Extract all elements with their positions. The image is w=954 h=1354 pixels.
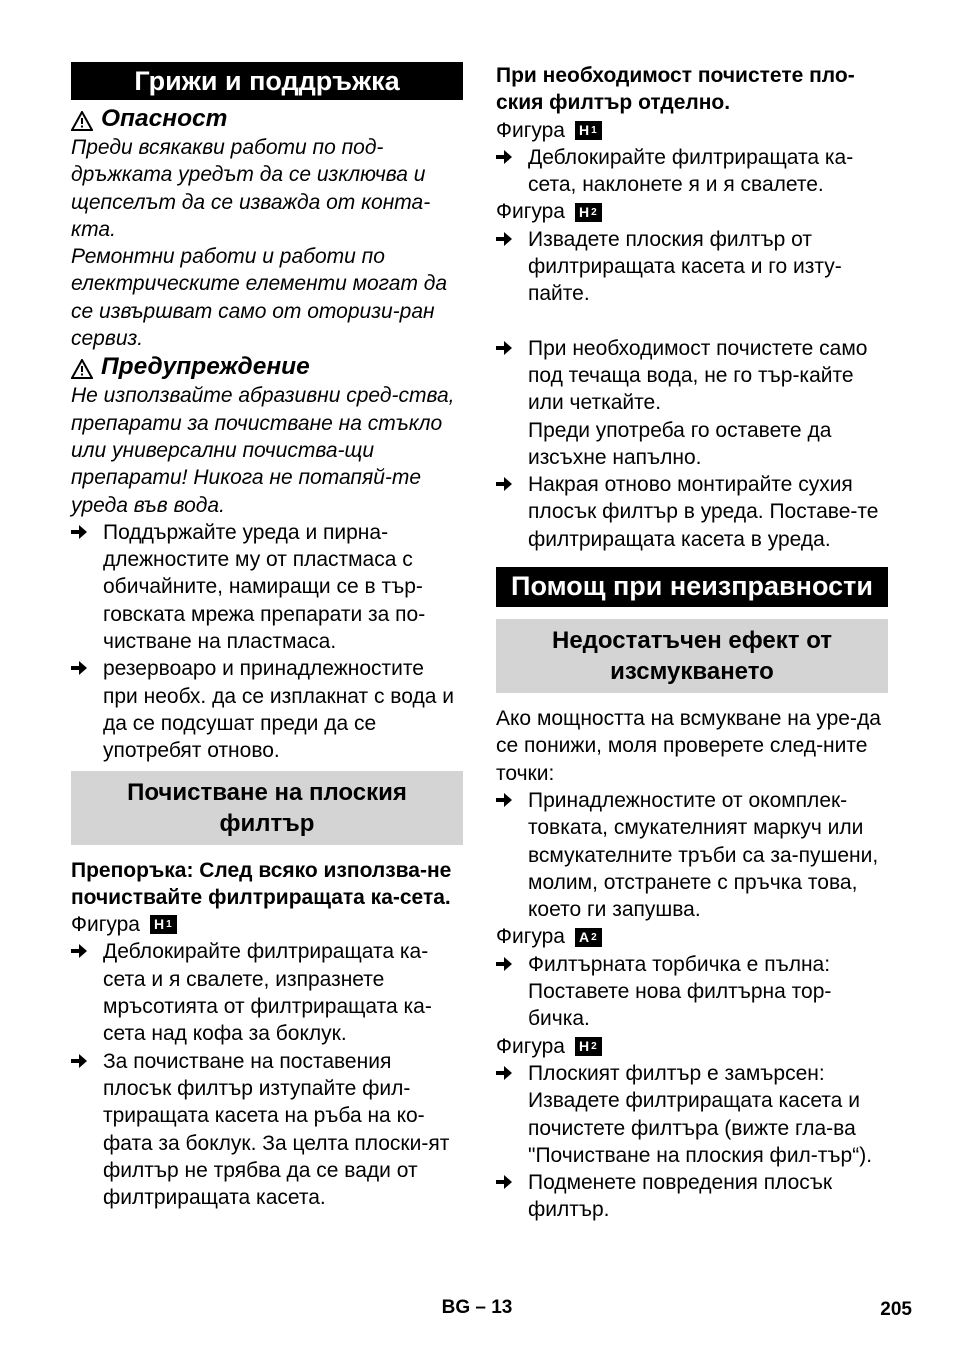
list-item: При необходимост почистете само под течаща вода, не го тър-кайте или четкайте. Преди употреба го оставете да изсъхне напълно.	[496, 335, 888, 471]
arrow-right-icon	[496, 471, 528, 553]
figure-ref: Фигура H 1	[71, 911, 463, 938]
figure-badge: H 1	[150, 915, 177, 934]
warning-title: Предупреждение	[101, 353, 310, 381]
heading-insufficient-suction: Недостатъчен ефект от изсмукването	[496, 619, 888, 693]
figure-ref: Фигура H 2	[496, 1033, 888, 1060]
suction-intro: Ако мощността на всмукване на уре-да се понижи, моля проверете след-ните точки:	[496, 707, 881, 785]
list-item: Филтърната торбичка е пълна: Поставете нова филтърна тор-бичка.	[496, 951, 888, 1033]
page-number: 205	[880, 1299, 912, 1320]
warning-triangle-icon	[71, 357, 93, 377]
figure-ref: Фигура H 1	[496, 117, 888, 144]
arrow-right-icon	[496, 951, 528, 1033]
recommendation: Препоръка: След всяко използва-не почиствайте филтриращата ка-сета.	[71, 858, 452, 909]
danger-text-1: Преди всякакви работи по под-дръжката уредът да се изключва и щепселът да се изважда от конта-кта.	[71, 136, 431, 241]
list-item: За почистване на поставения плосък филтър изтупайте фил-триращата касета на ръба на ко-фата за боклук. За целта плоски-ят филтър не трябва да се вади от филтриращата касета.	[71, 1048, 463, 1212]
arrow-right-icon	[496, 144, 528, 199]
section-page-number: BG – 13	[441, 1297, 513, 1318]
warning-heading	[71, 352, 463, 382]
warning-text: Не използвайте абразивни сред-ства, препарати за почистване на стъкло или универсални почиства-щи препарати! Никога не потапяй-те уреда във вода.	[71, 384, 455, 517]
figure-ref: Фигура A 2	[496, 923, 888, 950]
heading-filter-cleaning: Почистване на плоския филтър	[71, 771, 463, 845]
list-item: Деблокирайте филтриращата ка-сета и я свалете, изпразнете мръсотията от филтриращата ка-сета над кофа за боклук.	[71, 938, 463, 1047]
warning-triangle-icon	[71, 109, 93, 129]
arrow-right-icon	[71, 938, 103, 1047]
list-item: Извадете плоския филтър от филтриращата касета и го изту-пайте.	[496, 226, 888, 308]
list-item: Деблокирайте филтриращата ка-сета, наклонете я и я свалете.	[496, 144, 888, 199]
list-item: Подменете повредения плосък филтър.	[496, 1169, 888, 1224]
figure-badge: H 1	[575, 121, 602, 140]
arrow-right-icon	[496, 787, 528, 923]
left-column	[71, 62, 463, 1211]
arrow-right-icon	[496, 226, 528, 308]
list-item: Принадлежностите от окомплек-товката, смукателният маркуч или всмукателните тръби са за-пушени, молим, отстранете с пръчка това, което ги запушва.	[496, 787, 888, 923]
arrow-right-icon	[496, 335, 528, 471]
list-item: Поддържайте уреда и пирна-длежностите му от пластмаса с обичайните, намиращи се в тър-говската мрежа препарати за по-чистване на пластмаса.	[71, 519, 463, 655]
danger-title: Опасност	[101, 105, 228, 132]
list-item: резервоаро и принадлежностите при необх. да се изплакнат с вода и да се подсушат преди да се употребят отново.	[71, 655, 463, 764]
heading-maintenance: Грижи и поддръжка	[71, 62, 463, 100]
arrow-right-icon	[71, 655, 103, 764]
right-column	[496, 62, 888, 1224]
danger-text-2: Ремонтни работи и работи по електрическите елементи могат да се извършват само от оторизи-ран сервиз.	[71, 245, 448, 351]
arrow-right-icon	[496, 1169, 528, 1224]
list-item: Плоският филтър е замърсен: Извадете филтриращата касета и почистете филтъра (вижте гла-ва "Почистване на плоския фил-тър“).	[496, 1060, 888, 1169]
figure-badge: A 2	[575, 928, 602, 947]
heading-troubleshooting: Помощ при неизправности	[496, 567, 888, 607]
figure-badge: H 2	[575, 203, 602, 222]
list-item: Накрая отново монтирайте сухия плосък филтър в уреда. Поставе-те филтриращата касета в уреда.	[496, 471, 888, 553]
arrow-right-icon	[71, 1048, 103, 1212]
danger-heading	[71, 104, 463, 134]
arrow-right-icon	[496, 1060, 528, 1169]
arrow-right-icon	[71, 519, 103, 655]
figure-badge: H 2	[575, 1037, 602, 1056]
intro-note: При необходимост почистете пло-ския филтър отделно.	[496, 64, 855, 115]
figure-ref: Фигура H 2	[496, 198, 888, 225]
